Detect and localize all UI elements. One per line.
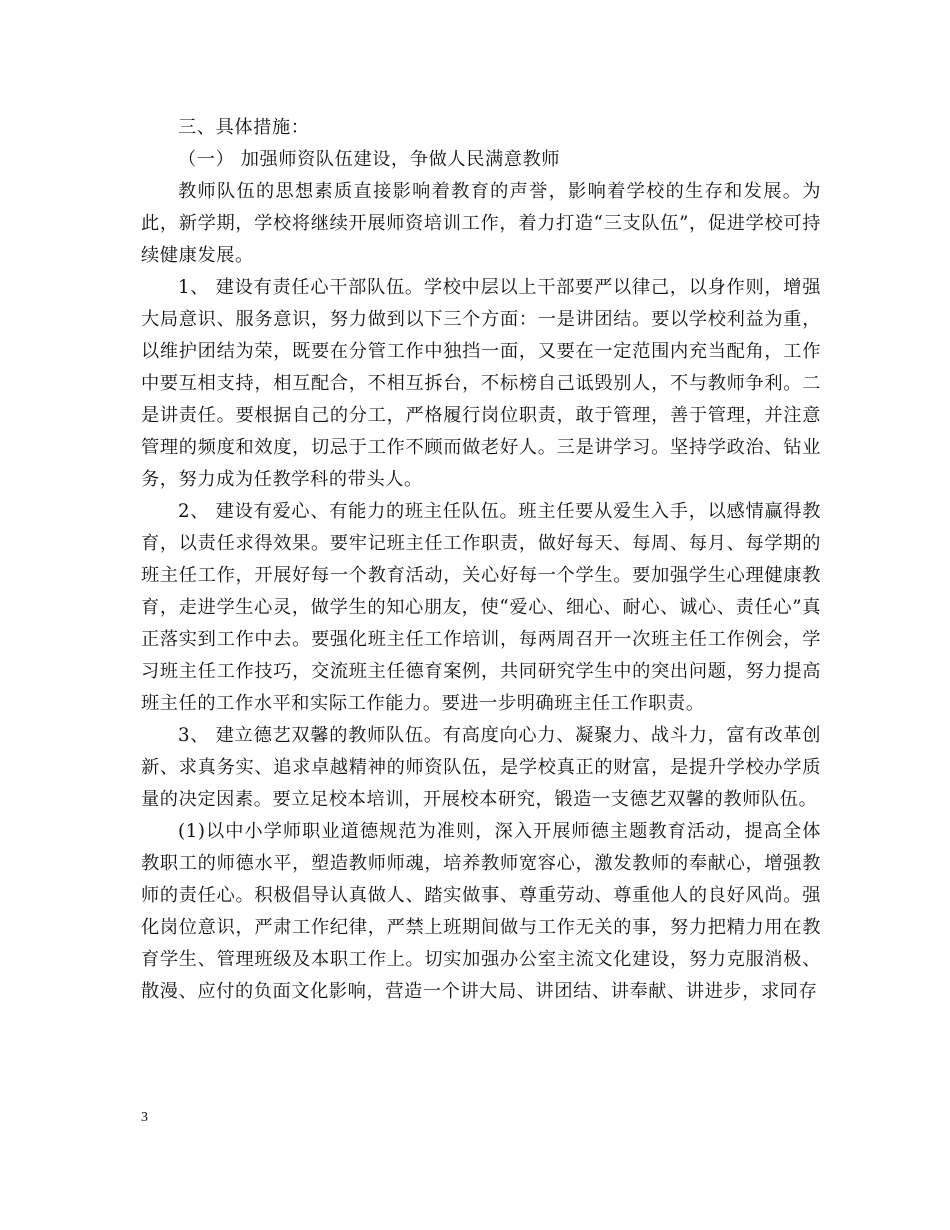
paragraph-item-2: 2、 建设有爱心、有能力的班主任队伍。班主任要从爱生入手，以感情赢得教育，以责任求得效果。要牢记班主任工作职责，做好每天、每周、每月、每学期的班主任工作，开展好每一个教育活动，关心好每一个学生。要加强学生心理健康教育，走进学生心灵，做学生的知心朋友，使“爱心、细心、耐心、诚心、责任心”真正落实到工作中去。要强化班主任工作培训，每两周召开一次班主任工作例会，学习班主任工作技巧，交流班主任德育案例，共同研究学生中的突出问题，努力提高班主任的工作水平和实际工作能力。要进一步明确班主任工作职责。 [141,501,821,714]
document-body [141,112,821,1008]
paragraph-intro: 教师队伍的思想素质直接影响着教育的声誉，影响着学校的生存和发展。为此，新学期，学校将继续开展师资培训工作，着力打造“三支队伍”，促进学校可持续健康发展。 [141,181,821,266]
paragraph-item-3: 3、 建立德艺双馨的教师队伍。有高度向心力、凝聚力、战斗力，富有改革创新、求真务实、追求卓越精神的师资队伍，是学校真正的财富，是提升学校办学质量的决定因素。要立足校本培训，开展校本研究，锻造一支德艺双馨的教师队伍。 [141,725,821,810]
section-heading: 三、具体措施： [178,117,310,138]
subsection-heading: （一） 加强师资队伍建设，争做人民满意教师 [178,149,561,170]
paragraph-subitem-1: (1)以中小学师职业道德规范为准则，深入开展师德主题教育活动，提高全体教职工的师德水平，塑造教师师魂，培养教师宽容心，激发教师的奉献心，增强教师的责任心。积极倡导认真做人、踏实做事、尊重劳动、尊重他人的良好风尚。强化岗位意识，严肃工作纪律，严禁上班期间做与工作无关的事，努力把精力用在教育学生、管理班级及本职工作上。切实加强办公室主流文化建设，努力克服消极、散漫、应付的负面文化影响，营造一个讲大局、讲团结、讲奉献、讲进步，求同存 [141,821,821,1002]
paragraph-item-1: 1、 建设有责任心干部队伍。学校中层以上干部要严以律己，以身作则，增强大局意识、服务意识，努力做到以下三个方面：一是讲团结。要以学校利益为重，以维护团结为荣，既要在分管工作中独挡一面，又要在一定范围内充当配角，工作中要互相支持，相互配合，不相互拆台，不标榜自己诋毁别人，不与教师争利。二是讲责任。要根据自己的分工，严格履行岗位职责，敢于管理，善于管理，并注意管理的频度和效度，切忌于工作不顾而做老好人。三是讲学习。坚持学政治、钻业务，努力成为任教学科的带头人。 [141,277,821,490]
page-number: 3 [141,1110,148,1125]
